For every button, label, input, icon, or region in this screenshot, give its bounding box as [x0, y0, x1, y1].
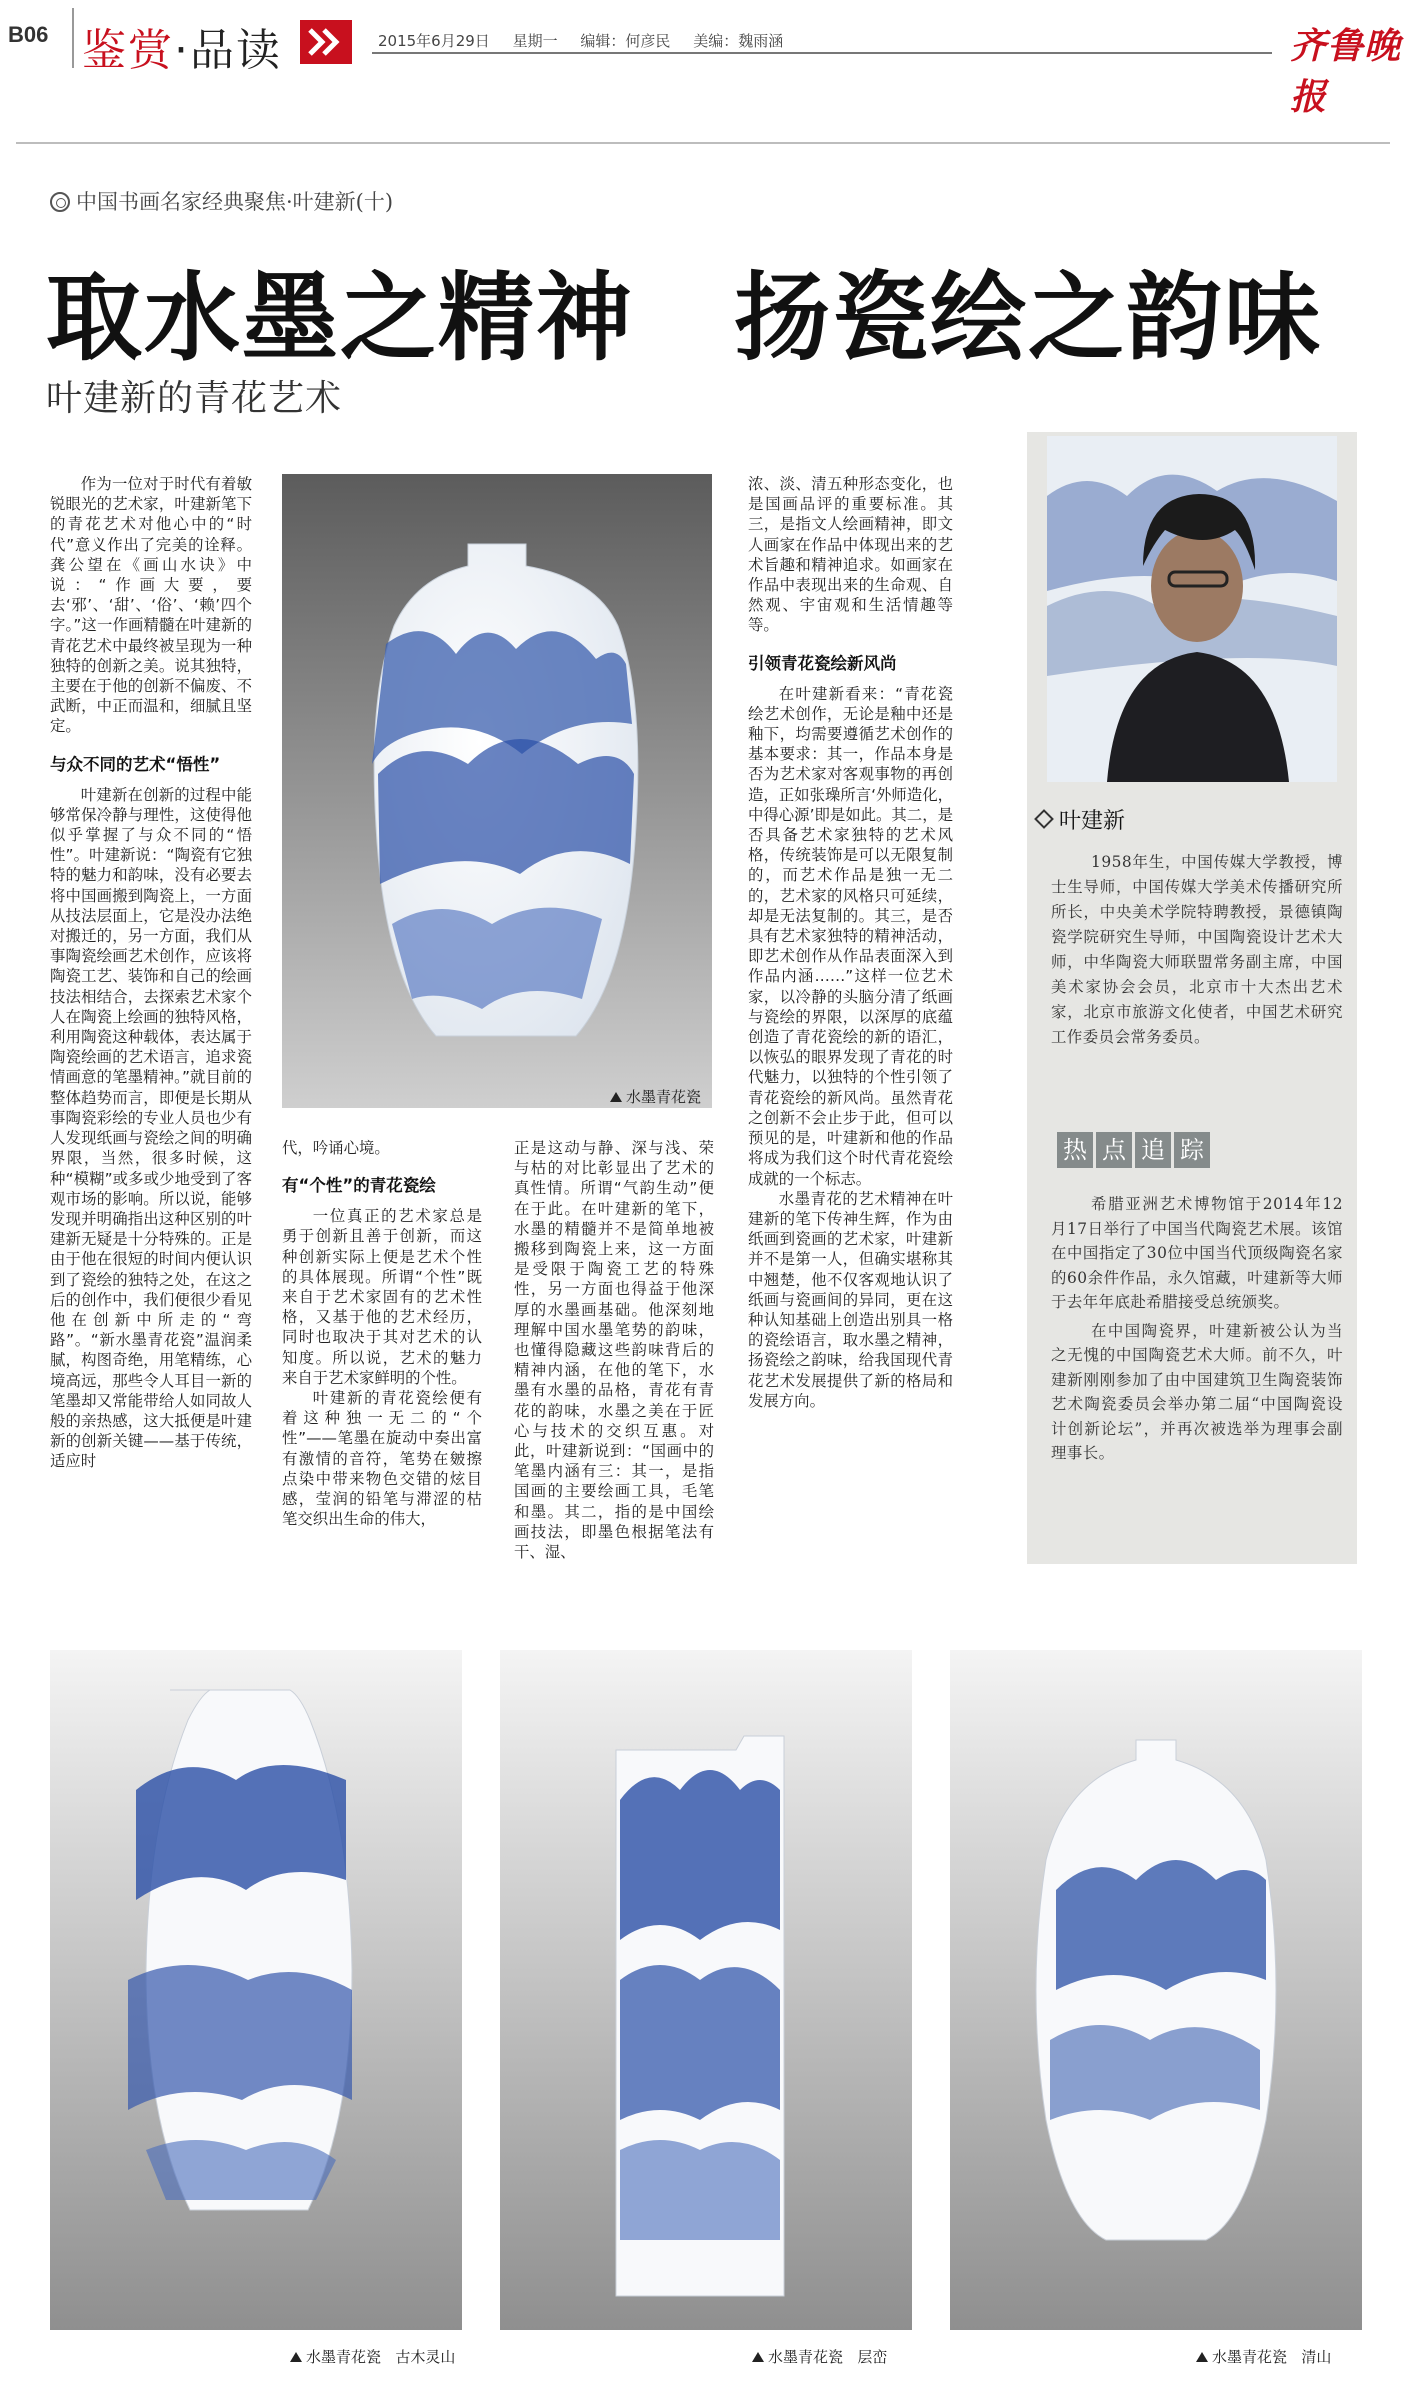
gallery-photo-3 — [950, 1650, 1362, 2330]
triangle-icon — [752, 2352, 764, 2362]
section-heading: 与众不同的艺术“悟性” — [50, 754, 221, 774]
paragraph: 浓、淡、清五种形态变化，也是国画品评的重要标准。其三，是指文人绘画精神，即文人画家在作品中体现出来的艺术旨趣和精神追求。如画家在作品中表现出来的生命观、自然观、宇宙观和生活情趣等等。 — [748, 475, 953, 635]
issue-weekday: 星期一 — [512, 32, 558, 50]
issue-date: 2015年6月29日 — [378, 32, 490, 50]
header-rule — [372, 52, 1272, 54]
section-subname: ·品读 — [174, 25, 282, 76]
headline-left: 取水墨之精神 — [46, 262, 634, 374]
hot-label-char: 热 — [1057, 1132, 1093, 1168]
diamond-icon — [1034, 809, 1054, 829]
gallery-caption-3: 水墨青花瓷 清山 — [1196, 2346, 1331, 2367]
triangle-icon — [290, 2352, 302, 2362]
article-column-4 — [748, 474, 953, 1411]
page-number: B06 — [8, 22, 49, 47]
circle-bullet-icon — [50, 192, 70, 212]
hot-label-char: 点 — [1096, 1132, 1132, 1168]
artist-bio: 1958年生，中国传媒大学教授，博士生导师，中国传媒大学美术传播研究所所长，中央美术学院特聘教授，景德镇陶瓷学院研究生导师，中国陶瓷设计艺术大师，中华陶瓷大师联盟常务副主席，中国美术家协会会员，北京市十大杰出艺术家，北京市旅游文化使者，中国艺术研究工作委员会常务委员。 — [1051, 853, 1343, 1046]
article-column-3 — [514, 1138, 714, 1562]
main-photo-caption: 水墨青花瓷 — [610, 1086, 701, 1107]
triangle-icon — [610, 1092, 622, 1102]
header-meta — [378, 30, 801, 51]
paragraph: 一位真正的艺术家总是勇于创新且善于创新，而这种创新实际上便是艺术个性的具体展现。所谓“个性”既来自于艺术家固有的艺术性格，又基于他的艺术经历，同时也取决于其对艺术的认知度。所以说，艺术的魅力来自于艺术家鲜明的个性。 — [282, 1207, 482, 1387]
section-arrow-icon — [300, 20, 352, 64]
article-column-1 — [50, 474, 252, 1472]
paragraph: 叶建新在创新的过程中能够常保冷静与理性，这使得他似乎掌握了与众不同的“悟性”。叶建新说：“陶瓷有它独特的魅力和韵味，没有必要去将中国画搬到陶瓷上，一方面从技法层面上，它是没办法绝对搬迁的，另一方面，我们从事陶瓷绘画艺术创作，应该将陶瓷工艺、装饰和自己的绘画技法相结合，去探索艺术家个人在陶瓷上绘画的独特风格，利用陶瓷这种载体，表达属于陶瓷绘画的艺术语言，追求瓷情画意的笔墨精神。”就目前的整体趋势而言，即便是长期从事陶瓷彩绘的专业人员也少有人发现纸画与瓷绘之间的明确界限，当然，很多时候，这种“模糊”或多或少地受到了客观市场的影响。所以说，能够发现并明确指出这种区别的叶建新无疑是十分特殊的。正是由于他在很短的时间内便认识到了瓷绘的独特之处，在这之后的创作中，我们便很少看见他在创新中所走的“弯路”。“新水墨青花瓷”温润柔腻，构图奇绝，用笔精练，心境高远，那些令人耳目一新的笔墨却又常能带给人如同故人般的亲热感，这大抵便是叶建新的创新关键——基于传统，适应时 — [50, 785, 252, 1471]
paragraph: 在中国陶瓷界，叶建新被公认为当之无愧的中国陶瓷艺术大师。前不久，叶建新刚刚参加了由中国建筑卫生陶瓷装饰艺术陶瓷委员会举办第二届“中国陶瓷设计创新论坛”，并再次被选举为理事会副理事长。 — [1051, 1321, 1343, 1462]
series-label — [50, 186, 393, 216]
designer-credit: 美编：魏雨涵 — [693, 32, 784, 50]
subheadline: 叶建新的青花艺术 — [46, 378, 343, 419]
section-heading: 引领青花瓷绘新风尚 — [748, 653, 897, 673]
top-rule — [16, 142, 1390, 144]
gallery-photo-1 — [50, 1650, 462, 2330]
artist-name: 叶建新 — [1031, 804, 1125, 835]
gallery-caption-1: 水墨青花瓷 古木灵山 — [290, 2346, 455, 2367]
paragraph: 叶建新的青花瓷绘便有着这种独一无二的“个性”——笔墨在旋动中奏出富有激情的音符，笔势在皴擦点染中带来物色交错的炫目感，莹润的铅笔与滞涩的枯笔交织出生命的伟大， — [282, 1389, 482, 1529]
headline-right: 扬瓷绘之韵味 — [734, 262, 1322, 374]
series-text: 中国书画名家经典聚焦·叶建新(十) — [76, 190, 394, 214]
paragraph: 希腊亚洲艺术博物馆于2014年12月17日举行了中国当代陶瓷艺术展。该馆在中国指定了30位中国当代顶级陶瓷名家的60余件作品，永久馆藏，叶建新等大师于去年年底赴希腊接受总统颁奖。 — [1051, 1195, 1343, 1311]
paragraph: 在叶建新看来：“青花瓷绘艺术创作，无论是釉中还是釉下，均需要遵循艺术创作的基本要求：其一，作品本身是否为艺术家对客观事物的再创造，正如张璪所言‘外师造化，中得心源’即是如此。其二，是否具备艺术家独特的艺术风格，传统装饰是可以无限复制的，而艺术作品是独一无二的，艺术家的风格只可延续，却是无法复制的。其三，是否具有艺术家独特的精神活动，即艺术创作从作品表面深入到作品内涵……”这样一位艺术家，以冷静的头脑分清了纸画与瓷绘的界限，以深厚的底蕴创造了青花瓷绘的新的语汇，以恢弘的眼界发现了青花的时代魅力，以独特的个性引领了青花瓷绘的新风尚。虽然青花之创新不会止步于此，但可以预见的是，叶建新和他的作品将成为我们这个时代青花瓷绘成就的一个标志。 — [748, 684, 953, 1188]
hot-topic-text — [1051, 1192, 1343, 1470]
paragraph: 正是这动与静、深与浅、荣与枯的对比彰显出了艺术的真性情。所谓“气韵生动”便在于此。在叶建新的笔下，水墨的精髓并不是简单地被搬移到陶瓷上来，这一方面是受限于陶瓷工艺的特殊性，另一方面也得益于他深厚的水墨画基础。他深刻地理解中国水墨笔势的韵味，也懂得隐藏这些韵味背后的精神内涵，在他的笔下，水墨有水墨的品格，青花有青花的韵味，水墨之美在于匠心与技术的交织互惠。对此，叶建新说到：“国画中的笔墨内涵有三：其一，是指国画的主要绘画工具，毛笔和墨。其二，指的是中国绘画技法，即墨色根据笔法有干、湿、 — [514, 1139, 714, 1562]
section-name: 鉴赏 — [82, 25, 174, 76]
gallery-caption-2: 水墨青花瓷 层峦 — [752, 2346, 887, 2367]
hot-label-char: 踪 — [1174, 1132, 1210, 1168]
article-column-2 — [282, 1138, 482, 1529]
artist-portrait — [1047, 436, 1337, 782]
section-title — [82, 14, 282, 78]
gallery-photo-2 — [500, 1650, 912, 2330]
newspaper-logo: 齐鲁晚报 — [1290, 25, 1402, 118]
section-heading: 有“个性”的青花瓷绘 — [282, 1176, 436, 1196]
editor-credit: 编辑：何彦民 — [580, 32, 671, 50]
paragraph: 水墨青花的艺术精神在叶建新的笔下传神生辉，作为由纸画到瓷画的艺术家，叶建新并不是第一人，但确实堪称其中翘楚，他不仅客观地认识了纸画与瓷画间的异同，更在这种认知基础上创造出别具一格的瓷绘语言，取水墨之精神，扬瓷绘之韵味，给我国现代青花艺术发展提供了新的格局和发展方向。 — [748, 1189, 953, 1410]
hot-topic-label — [1057, 1132, 1210, 1168]
paragraph: 代，吟诵心境。 — [282, 1139, 390, 1157]
headline — [46, 242, 1322, 379]
main-vase-photo — [282, 474, 712, 1108]
hot-label-char: 追 — [1135, 1132, 1171, 1168]
artist-sidebar — [1027, 432, 1357, 1564]
header-divider — [72, 8, 74, 68]
paragraph: 作为一位对于时代有着敏锐眼光的艺术家，叶建新笔下的青花艺术对他心中的“时代”意义作出了完美的诠释。龚公望在《画山水诀》中说：“作画大要，要去‘邪’、‘甜’、‘俗’、‘赖’四个字。”这一作画精髓在叶建新的青花艺术中最终被呈现为一种独特的创新之美。说其独特，主要在于他的创新不偏废、不武断，中正而温和，细腻且坚定。 — [50, 475, 252, 736]
triangle-icon — [1196, 2352, 1208, 2362]
